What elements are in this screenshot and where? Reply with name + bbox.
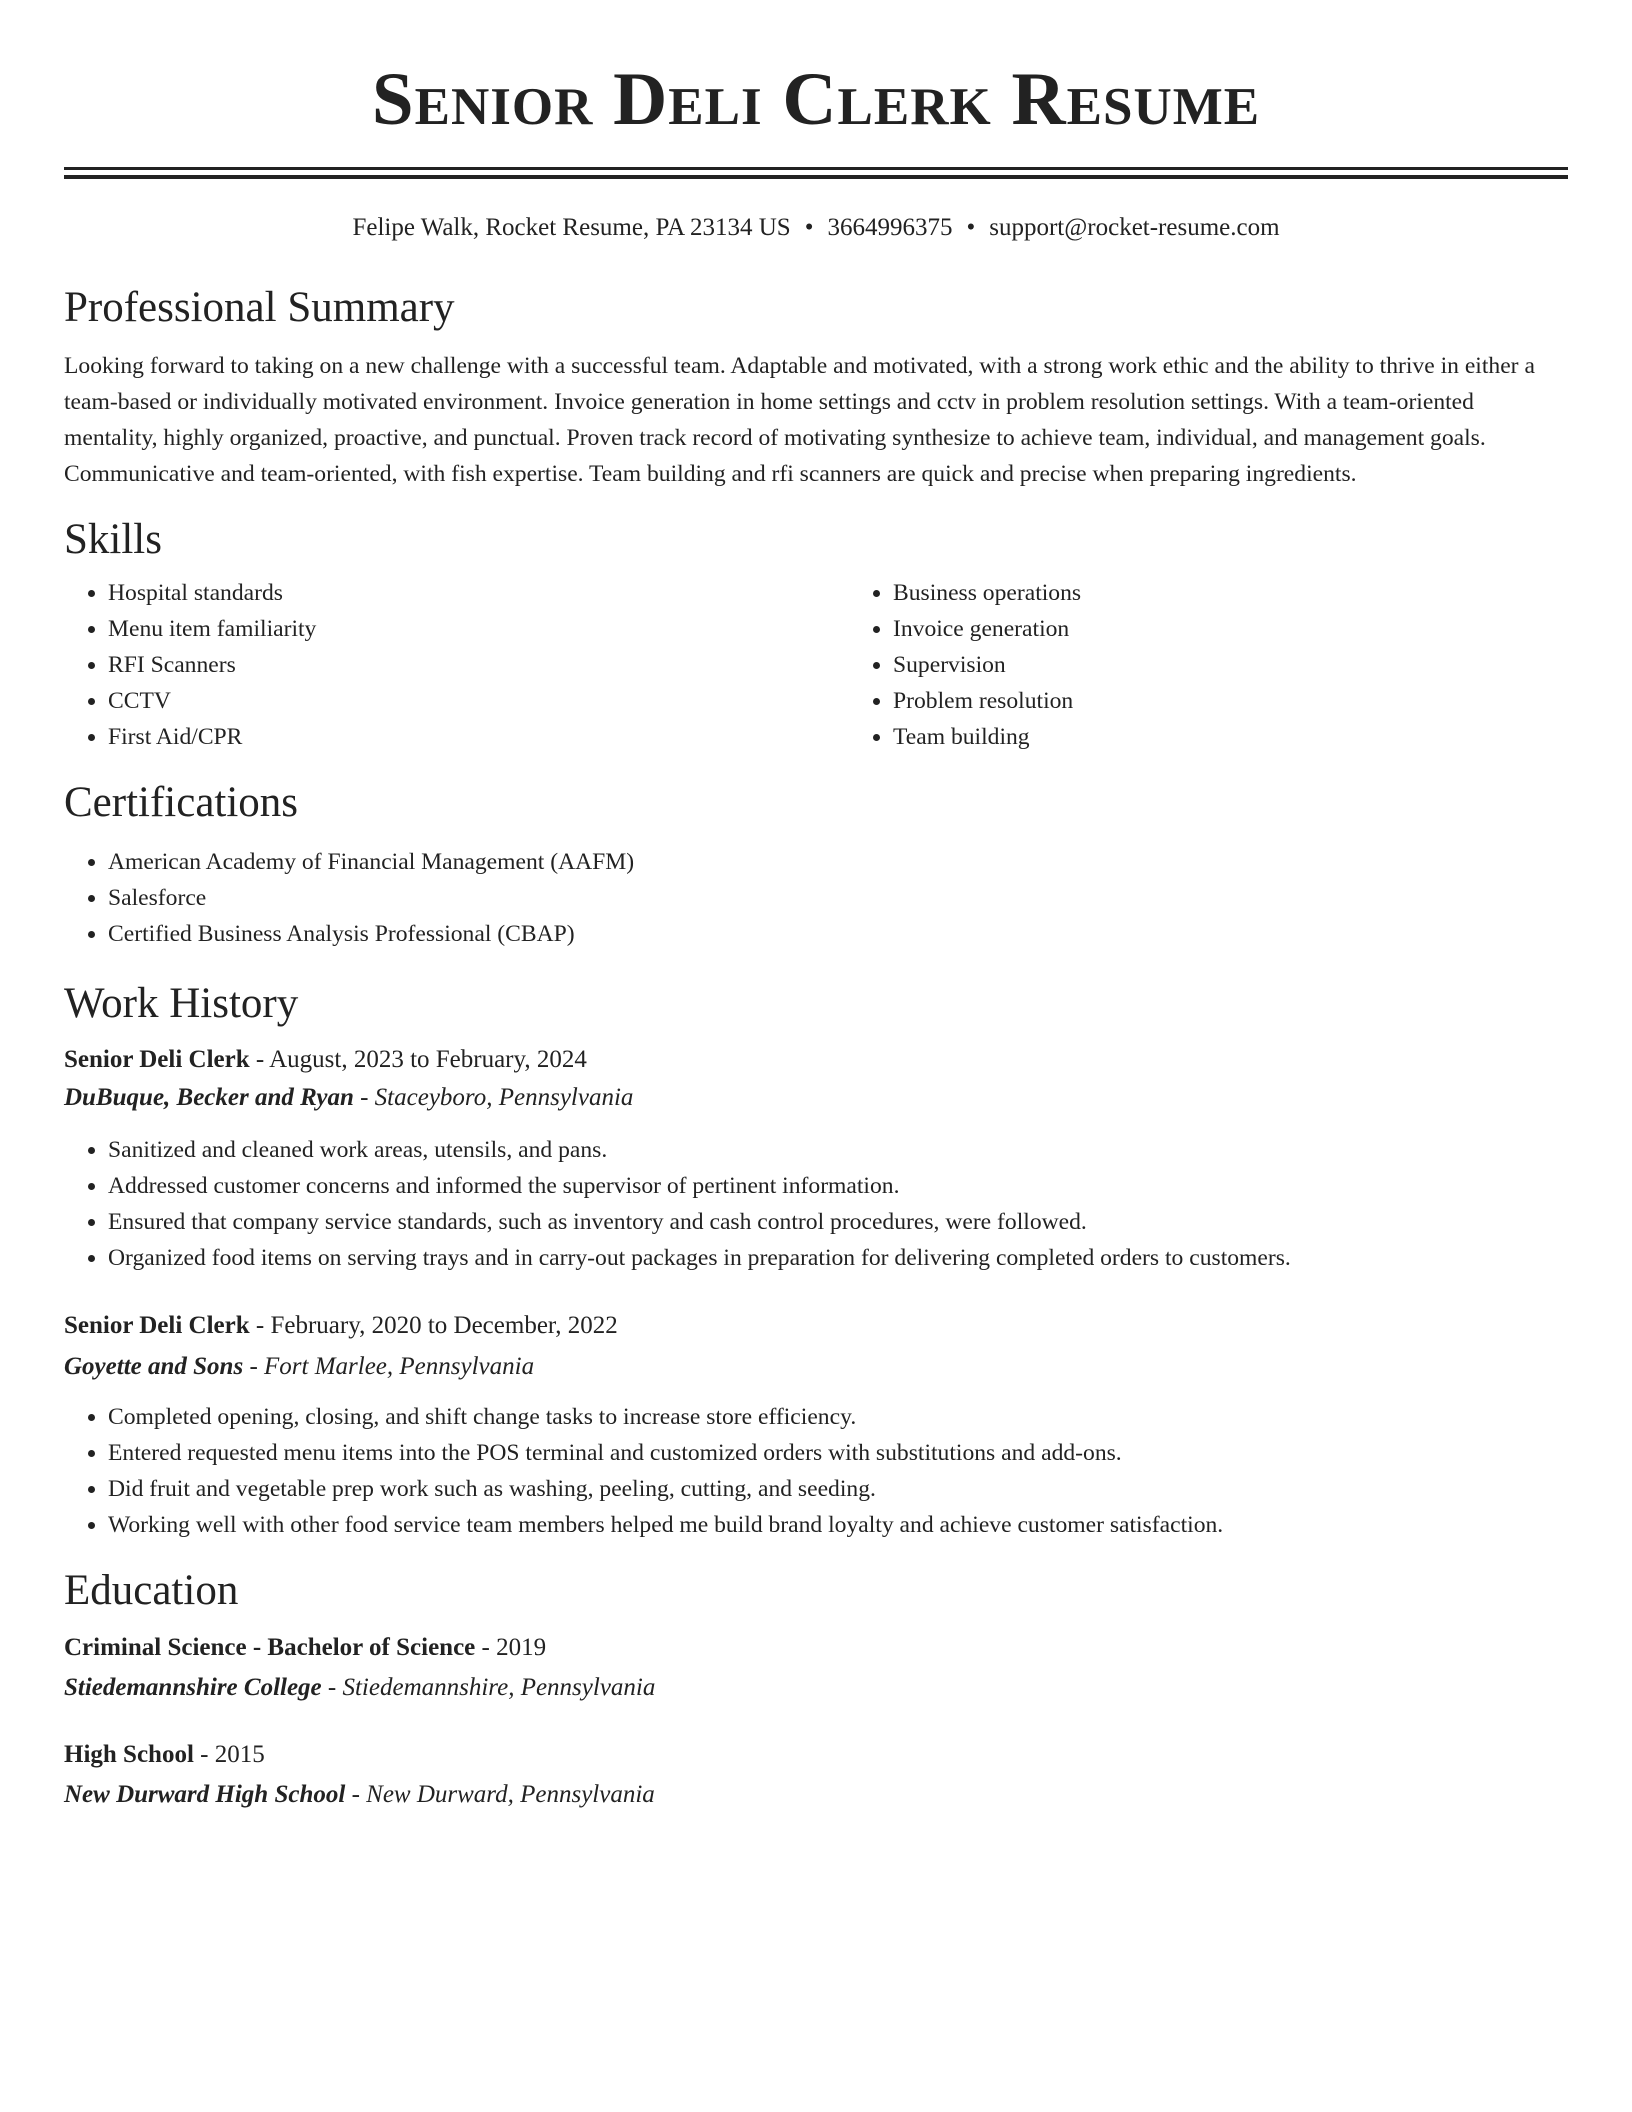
job-duty-item: • Sanitized and cleaned work areas, utensils, and pans. <box>108 1132 1568 1168</box>
job-title: Senior Deli Clerk <box>64 1046 250 1074</box>
education-location: - Stiedemannshire, Pennsylvania <box>321 1673 656 1701</box>
certification-item: • Certified Business Analysis Professional (CBAP) <box>108 916 1568 952</box>
job-entry <box>64 1307 1568 1543</box>
education-school: New Durward High School <box>64 1780 346 1808</box>
job-duty-item: • Addressed customer concerns and informed the supervisor of pertinent information. <box>108 1168 1568 1204</box>
resume-title: Senior Deli Clerk Resume <box>371 58 1261 141</box>
education-degree: High School <box>64 1740 194 1768</box>
education-entry <box>64 1629 1568 1707</box>
title-divider-top <box>64 167 1568 170</box>
skill-item: • Supervision <box>893 647 1568 683</box>
job-duties <box>64 1132 1568 1276</box>
skill-item: • CCTV <box>108 683 850 719</box>
skills-column-right <box>850 575 1568 755</box>
education-institution <box>64 1776 1568 1814</box>
certification-item: • American Academy of Financial Management (AAFM) <box>108 844 1568 880</box>
certification-item: • Salesforce <box>108 880 1568 916</box>
contact-phone: 3664996375 <box>827 214 953 241</box>
skill-item: • Menu item familiarity <box>108 611 850 647</box>
contact-line <box>64 213 1568 243</box>
job-employer <box>64 1079 1568 1117</box>
skills-list <box>64 575 1568 755</box>
skill-item: • First Aid/CPR <box>108 719 850 755</box>
job-location: - Fort Marlee, Pennsylvania <box>243 1353 535 1381</box>
job-header <box>64 1041 1568 1079</box>
job-duty-item: • Working well with other food service team members helped me build brand loyalty and achieve customer satisfaction. <box>108 1507 1568 1543</box>
contact-separator: • <box>804 214 814 241</box>
job-duty-item: • Ensured that company service standards, such as inventory and cash control procedures, were followed. <box>108 1204 1568 1240</box>
job-duty-item: • Organized food items on serving trays and in carry-out packages in preparation for delivering completed orders to customers. <box>108 1240 1568 1276</box>
education-institution <box>64 1669 1568 1707</box>
skill-item: • Invoice generation <box>893 611 1568 647</box>
education-degree: Criminal Science - Bachelor of Science <box>64 1633 476 1661</box>
skill-item: • Problem resolution <box>893 683 1568 719</box>
skill-item: • Hospital standards <box>108 575 850 611</box>
job-duties <box>64 1399 1568 1543</box>
job-header <box>64 1307 1568 1345</box>
skill-item: • Business operations <box>893 575 1568 611</box>
certifications-heading: Certifications <box>64 779 299 827</box>
job-duty-item: • Did fruit and vegetable prep work such as washing, peeling, cutting, and seeding. <box>108 1471 1568 1507</box>
education-location: - New Durward, Pennsylvania <box>345 1780 655 1808</box>
education-heading: Education <box>64 1567 239 1615</box>
job-entry <box>64 1041 1568 1276</box>
education-header <box>64 1736 1568 1774</box>
work-history-heading: Work History <box>64 979 299 1027</box>
education-school: Stiedemannshire College <box>64 1673 322 1701</box>
contact-separator: • <box>966 214 976 241</box>
job-duty-item: • Entered requested menu items into the POS terminal and customized orders with substitutions and add-ons. <box>108 1435 1568 1471</box>
certifications-list <box>64 844 1568 952</box>
job-title: Senior Deli Clerk <box>64 1312 250 1340</box>
job-company: Goyette and Sons <box>64 1353 244 1381</box>
skill-item: • RFI Scanners <box>108 647 850 683</box>
summary-heading: Professional Summary <box>64 284 455 331</box>
skills-column-left <box>64 575 850 755</box>
contact-address: Felipe Walk, Rocket Resume, PA 23134 US <box>352 214 791 241</box>
job-location: - Staceyboro, Pennsylvania <box>353 1084 634 1112</box>
title-divider-bottom <box>64 175 1568 179</box>
job-company: DuBuque, Becker and Ryan <box>64 1084 354 1112</box>
skills-heading: Skills <box>64 515 162 563</box>
contact-email: support@rocket-resume.com <box>989 214 1280 241</box>
education-year: - 2015 <box>193 1740 265 1768</box>
job-employer <box>64 1348 1568 1386</box>
job-dates: - August, 2023 to February, 2024 <box>249 1046 587 1074</box>
education-entry <box>64 1736 1568 1814</box>
job-dates: - February, 2020 to December, 2022 <box>249 1312 618 1340</box>
summary-text: Looking forward to taking on a new challenge with a successful team. Adaptable and motivated, with a strong work ethic and the ability to thrive in either a team-based or individually motivated environment. Invoice generation in home settings and cctv in problem resolution settings. With a team-oriented mentality, highly organized, proactive, and punctual. Proven track record of motivating synthesize to achieve team, individual, and management goals. Communicative and team-oriented, with fish expertise. Team building and rfi scanners are quick and precise when preparing ingredients. <box>64 352 1535 487</box>
education-header <box>64 1629 1568 1667</box>
education-year: - 2019 <box>475 1633 547 1661</box>
job-duty-item: • Completed opening, closing, and shift change tasks to increase store efficiency. <box>108 1399 1568 1435</box>
skill-item: • Team building <box>893 719 1568 755</box>
